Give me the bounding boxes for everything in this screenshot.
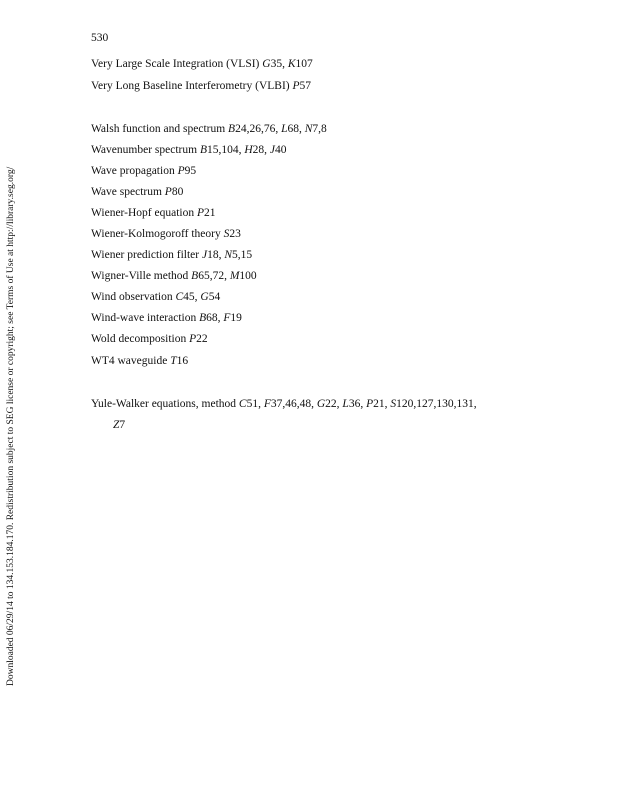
index-ref-letter: F xyxy=(223,312,231,324)
index-term: Wold decomposition xyxy=(91,333,187,345)
index-ref-letter: N xyxy=(304,123,313,135)
index-ref-letter: J xyxy=(269,144,276,156)
index-ref-pages: 68 xyxy=(206,312,218,324)
index-ref-letter: T xyxy=(170,355,177,367)
index-ref-pages: 22 xyxy=(196,333,208,345)
index-ref xyxy=(239,398,258,410)
index-entry: Walsh function and spectrum B24,26,76, L68, N7,8 xyxy=(91,123,327,135)
index-ref xyxy=(390,398,476,410)
index-term: Walsh function and spectrum xyxy=(91,123,226,135)
index-ref xyxy=(189,333,208,345)
index-ref-pages: 7,8 xyxy=(312,123,327,135)
index-ref xyxy=(178,165,197,177)
index-ref-letter: S xyxy=(390,398,397,410)
index-ref xyxy=(191,270,224,282)
index-entry: Wigner-Ville method B65,72, M100 xyxy=(91,270,257,282)
index-ref-letter: J xyxy=(201,249,208,261)
index-ref-pages: 23 xyxy=(229,228,241,240)
index-term: Very Large Scale Integration (VLSI) xyxy=(91,58,260,70)
index-ref-letter: P xyxy=(164,186,172,198)
index-ref-letter: C xyxy=(238,398,247,410)
index-term: Wiener-Kolmogoroff theory xyxy=(91,228,221,240)
index-ref xyxy=(202,249,219,261)
index-ref-pages: 24,26,76 xyxy=(235,123,276,135)
index-ref-letter: C xyxy=(175,291,184,303)
index-ref-letter: H xyxy=(244,144,253,156)
index-ref xyxy=(342,398,360,410)
index-ref-pages: 40 xyxy=(275,144,287,156)
index-ref xyxy=(170,355,188,367)
index-ref-letter: B xyxy=(228,123,236,135)
index-ref-letter: P xyxy=(196,207,204,219)
index-entry xyxy=(91,227,241,241)
index-ref xyxy=(244,144,264,156)
index-ref-letter: G xyxy=(200,291,209,303)
index-term: Very Long Baseline Interferometry (VLBI) xyxy=(91,80,290,92)
index-term: Wind-wave interaction xyxy=(91,312,197,324)
index-ref xyxy=(262,58,282,70)
index-entry: Wind-wave interaction B68, F19 xyxy=(91,312,242,324)
index-ref-pages: 57 xyxy=(299,80,312,92)
index-entry: Yule-Walker equations, method C51, F37,46,48, G22, L36, P21, S120,127,130,131, xyxy=(91,398,477,410)
index-entry: Wavenumber spectrum B15,104, H28, J40 xyxy=(91,144,287,156)
page-number: 530 xyxy=(91,32,109,44)
index-entry xyxy=(91,185,183,199)
index-ref-pages: 7 xyxy=(119,419,126,431)
index-ref-pages: 28 xyxy=(252,144,265,156)
index-ref xyxy=(224,228,241,240)
index-ref xyxy=(228,123,275,135)
index-ref-letter: N xyxy=(224,249,233,261)
index-ref-letter: Z xyxy=(113,419,120,431)
index-ref-pages: 54 xyxy=(208,291,221,303)
index-ref xyxy=(230,270,257,282)
index-ref-pages: 80 xyxy=(171,186,184,198)
index-ref-letter: P xyxy=(177,165,185,177)
index-ref-letter: P xyxy=(292,80,300,92)
index-ref-pages: 68 xyxy=(287,123,299,135)
index-ref-pages: 22 xyxy=(325,398,337,410)
index-ref-pages: 18 xyxy=(207,249,219,261)
index-ref-pages: 65,72 xyxy=(198,270,225,282)
index-ref-letter: L xyxy=(342,398,349,410)
index-ref-letter: B xyxy=(191,270,199,282)
index-term: Yule-Walker equations, method xyxy=(91,398,237,410)
index-term: Wiener prediction filter xyxy=(91,249,200,261)
index-ref-letter: M xyxy=(229,270,240,282)
index-ref-letter: G xyxy=(316,398,326,410)
index-ref-letter: L xyxy=(281,123,288,135)
index-ref-letter: P xyxy=(189,333,197,345)
index-ref-letter: B xyxy=(199,312,207,324)
index-entry: Wiener prediction filter J18, N5,15 xyxy=(91,249,253,261)
index-ref xyxy=(165,186,184,198)
index-entry: Very Large Scale Integration (VLSI) G35, K107 xyxy=(91,58,313,70)
index-entry xyxy=(91,206,216,220)
index-ref-pages: 100 xyxy=(239,270,257,282)
index-entry-continuation xyxy=(113,418,125,432)
index-term: Wigner-Ville method xyxy=(91,270,189,282)
index-term: Wind observation xyxy=(91,291,173,303)
index-ref-pages: 51 xyxy=(246,398,259,410)
index-ref-pages: 19 xyxy=(230,312,242,324)
index-ref-pages: 95 xyxy=(184,165,197,177)
index-ref xyxy=(224,249,252,261)
index-entry xyxy=(91,79,311,93)
index-ref-pages: 36 xyxy=(348,398,361,410)
index-entry xyxy=(91,354,188,368)
index-ref-pages: 21 xyxy=(373,398,385,410)
index-ref xyxy=(288,58,313,70)
index-ref xyxy=(199,312,218,324)
index-ref xyxy=(270,144,287,156)
index-ref xyxy=(366,398,385,410)
index-ref xyxy=(223,312,242,324)
index-ref-pages: 37,46,48 xyxy=(270,398,312,410)
index-ref xyxy=(281,123,299,135)
index-ref xyxy=(293,80,312,92)
index-term: Wave propagation xyxy=(91,165,175,177)
index-ref xyxy=(200,291,220,303)
index-ref-letter: K xyxy=(287,58,296,70)
index-ref xyxy=(305,123,327,135)
index-ref-pages: 35 xyxy=(270,58,283,70)
index-ref-pages: 5,15 xyxy=(232,249,253,261)
index-ref-pages: 21 xyxy=(204,207,216,219)
index-ref-letter: S xyxy=(223,228,230,240)
index-ref-letter: P xyxy=(366,398,374,410)
index-ref-pages: 15,104 xyxy=(206,144,239,156)
index-entry xyxy=(91,164,196,178)
index-term: Wave spectrum xyxy=(91,186,162,198)
index-entry xyxy=(91,332,208,346)
index-term: WT4 waveguide xyxy=(91,355,168,367)
index-term: Wiener-Hopf equation xyxy=(91,207,195,219)
index-ref xyxy=(264,398,311,410)
index-entry: Wind observation C45, G54 xyxy=(91,291,221,303)
index-ref xyxy=(200,144,239,156)
index-ref xyxy=(317,398,337,410)
index-ref-pages: 45 xyxy=(183,291,195,303)
index-ref-letter: F xyxy=(263,398,271,410)
index-ref-letter: B xyxy=(199,144,207,156)
index-ref xyxy=(197,207,216,219)
index-ref-letter: G xyxy=(262,58,271,70)
index-ref-pages: 107 xyxy=(295,58,313,70)
index-term: Wavenumber spectrum xyxy=(91,144,198,156)
index-ref-pages: 16 xyxy=(176,355,189,367)
index-ref xyxy=(176,291,195,303)
index-ref-pages: 120,127,130,131, xyxy=(396,398,477,410)
download-notice: Downloaded 06/29/14 to 134.153.184.170. Redistribution subject to SEG license or copyright; see Terms of Use at http://library.seg.org/ xyxy=(6,166,16,686)
